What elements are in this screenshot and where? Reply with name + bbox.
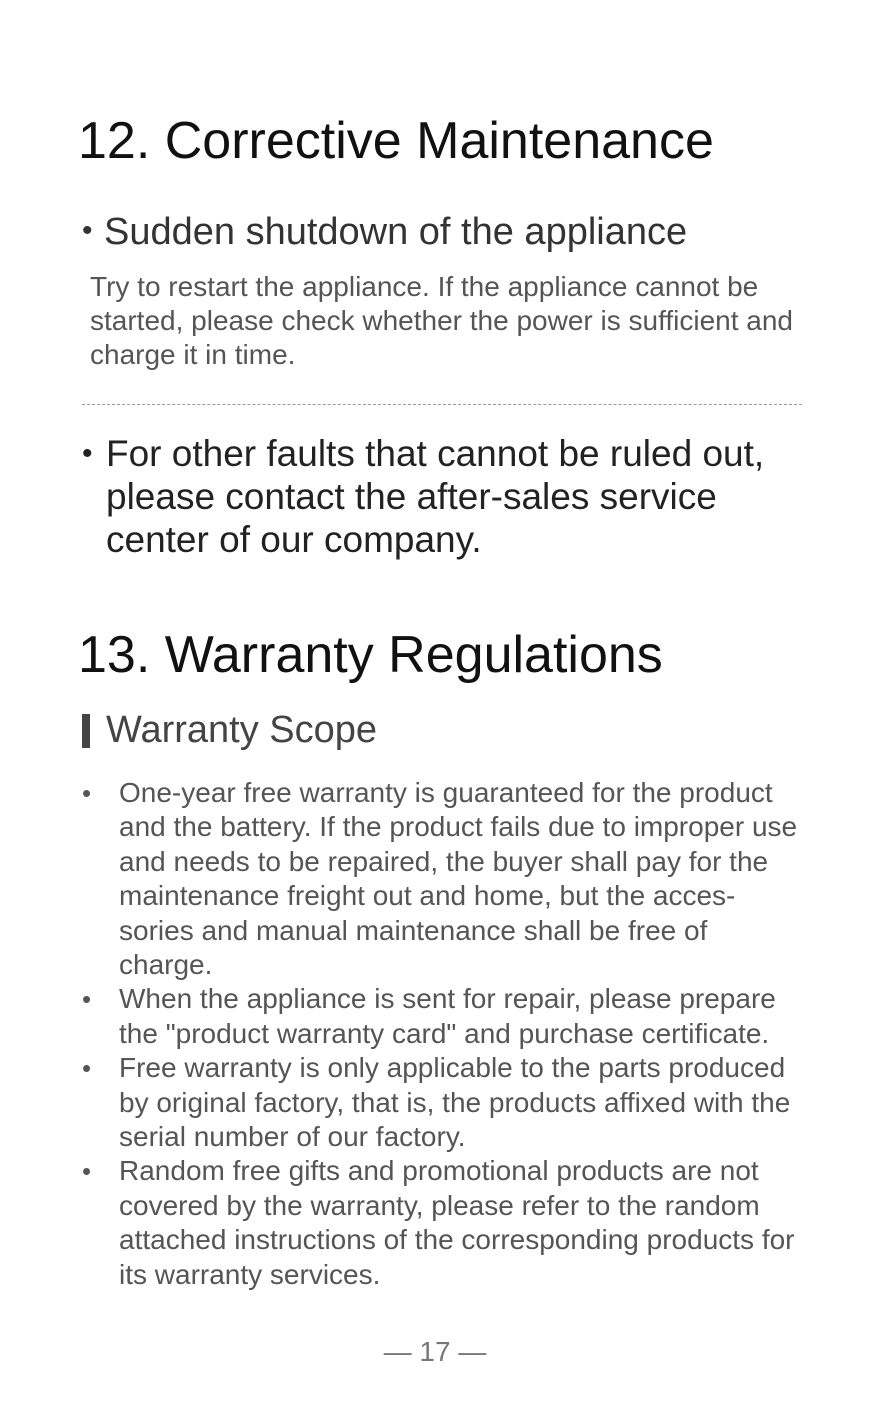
- warranty-scope-label: Warranty Scope: [106, 709, 378, 751]
- fault-item-contact-service: [82, 432, 802, 561]
- warranty-scope-list: [82, 776, 802, 1292]
- bullet-dot: •: [82, 984, 92, 1015]
- section-title-warranty-regulations: 13. Warranty Regulations: [78, 626, 663, 684]
- list-item-text: Random free gifts and promotional products are not covered by the warranty, please refer to the random attached instructions of the corresponding products for its warranty services.: [119, 1155, 795, 1290]
- list-item-text: When the appliance is sent for repair, please prepare the "product warranty card" and purchase certificate.: [119, 983, 776, 1049]
- fault-description-sudden-shutdown: Try to restart the appliance. If the appliance cannot be started, please check whether the power is sufficient and charge it in time.: [90, 271, 793, 370]
- page-number: — 17 —: [383, 1336, 487, 1367]
- list-item-text: One-year free warranty is guaranteed for the product and the battery. If the product fails due to improper use and needs to be repaired, the buyer shall pay for the maintenance freight out and home, but the acces-sories and manual maintenance shall be free of charge.: [119, 777, 798, 981]
- fault-item-contact-text: For other faults that cannot be ruled out, please contact the after-sales service center of our company.: [106, 433, 765, 560]
- fault-heading-sudden-shutdown: [82, 210, 687, 256]
- list-item-text: Free warranty is only applicable to the parts produced by original factory, that is, the products affixed with the serial number of our factory.: [119, 1052, 791, 1153]
- bullet-dot: •: [82, 214, 93, 247]
- list-item: [82, 776, 802, 982]
- bullet-dot: •: [82, 1053, 92, 1084]
- list-item: [82, 982, 802, 1051]
- bullet-dot: •: [82, 1156, 92, 1187]
- warranty-scope-heading: [82, 708, 377, 754]
- list-item: [82, 1154, 802, 1292]
- section-title-corrective-maintenance: 12. Corrective Maintenance: [78, 112, 714, 170]
- bullet-dot: •: [82, 778, 92, 808]
- dashed-divider: [82, 404, 802, 405]
- fault-heading-text: Sudden shutdown of the appliance: [104, 211, 688, 253]
- bullet-dot: •: [82, 437, 93, 470]
- list-item: [82, 1051, 802, 1154]
- heading-bar-marker: [82, 714, 90, 748]
